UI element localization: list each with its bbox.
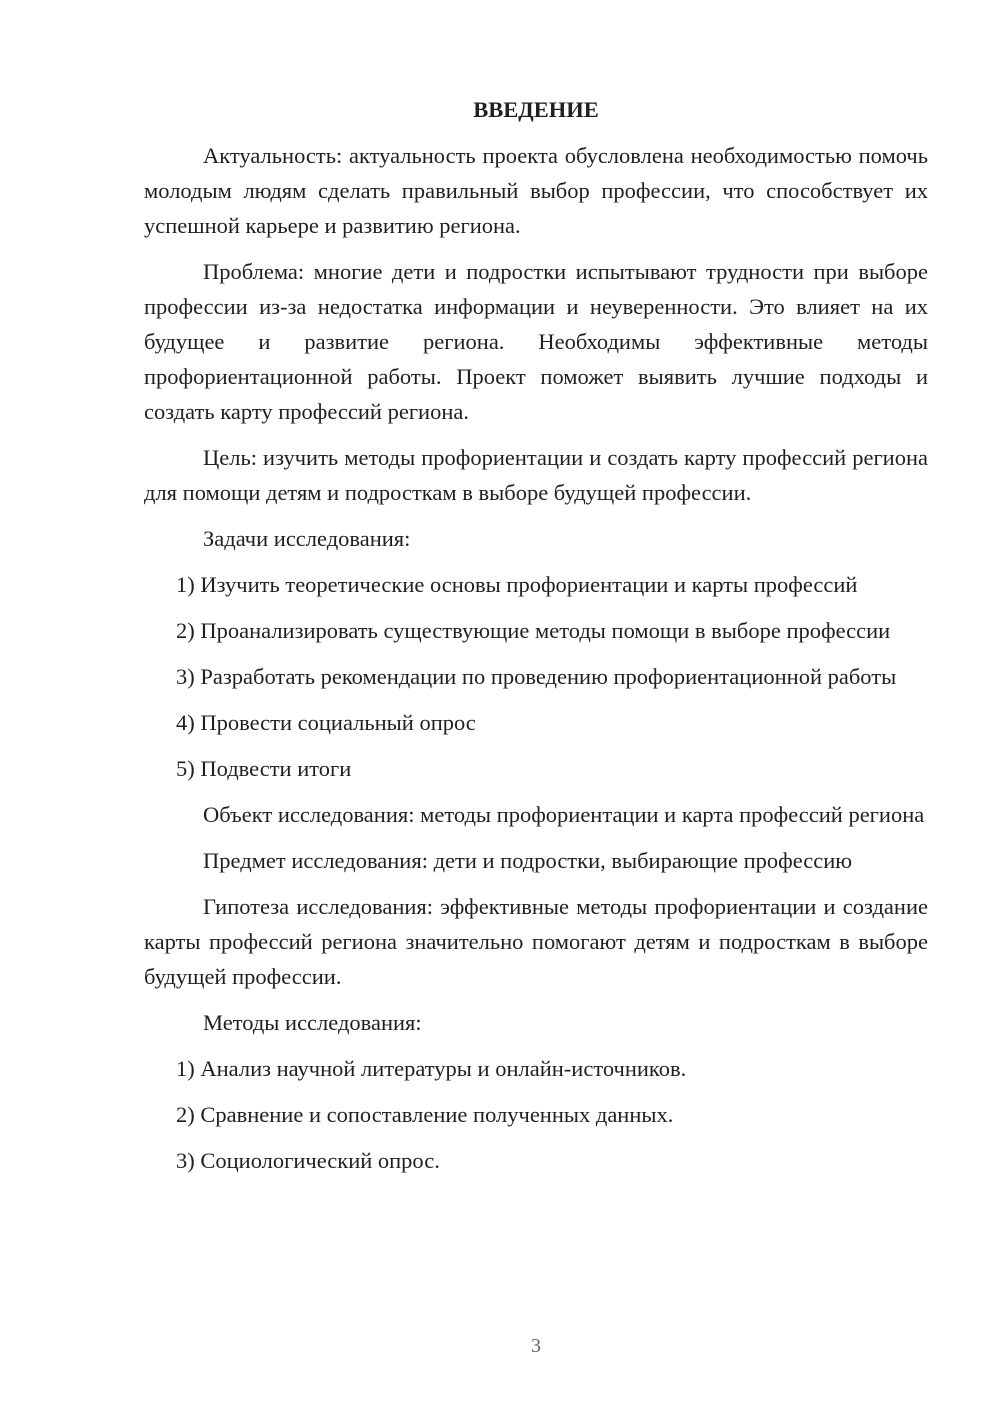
task-item: 4) Провести социальный опрос xyxy=(176,710,476,735)
subject-paragraph: Предмет исследования: дети и подростки, выбирающие профессию xyxy=(203,848,853,873)
document-page xyxy=(144,92,928,1189)
method-item: 2) Сравнение и сопоставление полученных данных. xyxy=(176,1102,674,1127)
hypothesis-paragraph: Гипотеза исследования: эффективные методы профориентации и создание карты профессий региона значительно помогают детям и подросткам в выборе будущей профессии. xyxy=(144,894,928,989)
problem-paragraph: Проблема: многие дети и подростки испытывают трудности при выборе профессии из-за недостатка информации и неуверенности. Это влияет на их будущее и развитие региона. Необходимы эффективные методы профориентационной работы. Проект поможет выявить лучшие подходы и создать карту профессий региона. xyxy=(144,259,928,424)
section-title: ВВЕДЕНИЕ xyxy=(473,97,599,122)
method-item: 1) Анализ научной литературы и онлайн-источников. xyxy=(176,1056,687,1081)
task-item: 1) Изучить теоретические основы профориентации и карты профессий xyxy=(176,572,858,597)
object-paragraph: Объект исследования: методы профориентации и карта профессий региона xyxy=(203,802,925,827)
method-item: 3) Социологический опрос. xyxy=(176,1148,440,1173)
methods-heading: Методы исследования: xyxy=(203,1010,422,1035)
page-number: 3 xyxy=(531,1335,541,1357)
task-item: 5) Подвести итоги xyxy=(176,756,352,781)
relevance-paragraph: Актуальность: актуальность проекта обусловлена необходимостью помочь молодым людям сделать правильный выбор профессии, что способствует их успешной карьере и развитию региона. xyxy=(144,143,928,238)
task-item: 2) Проанализировать существующие методы помощи в выборе профессии xyxy=(176,618,891,643)
goal-paragraph: Цель: изучить методы профориентации и создать карту профессий региона для помощи детям и подросткам в выборе будущей профессии. xyxy=(144,445,928,505)
task-item: 3) Разработать рекомендации по проведению профориентационной работы xyxy=(176,664,897,689)
tasks-heading: Задачи исследования: xyxy=(203,526,411,551)
